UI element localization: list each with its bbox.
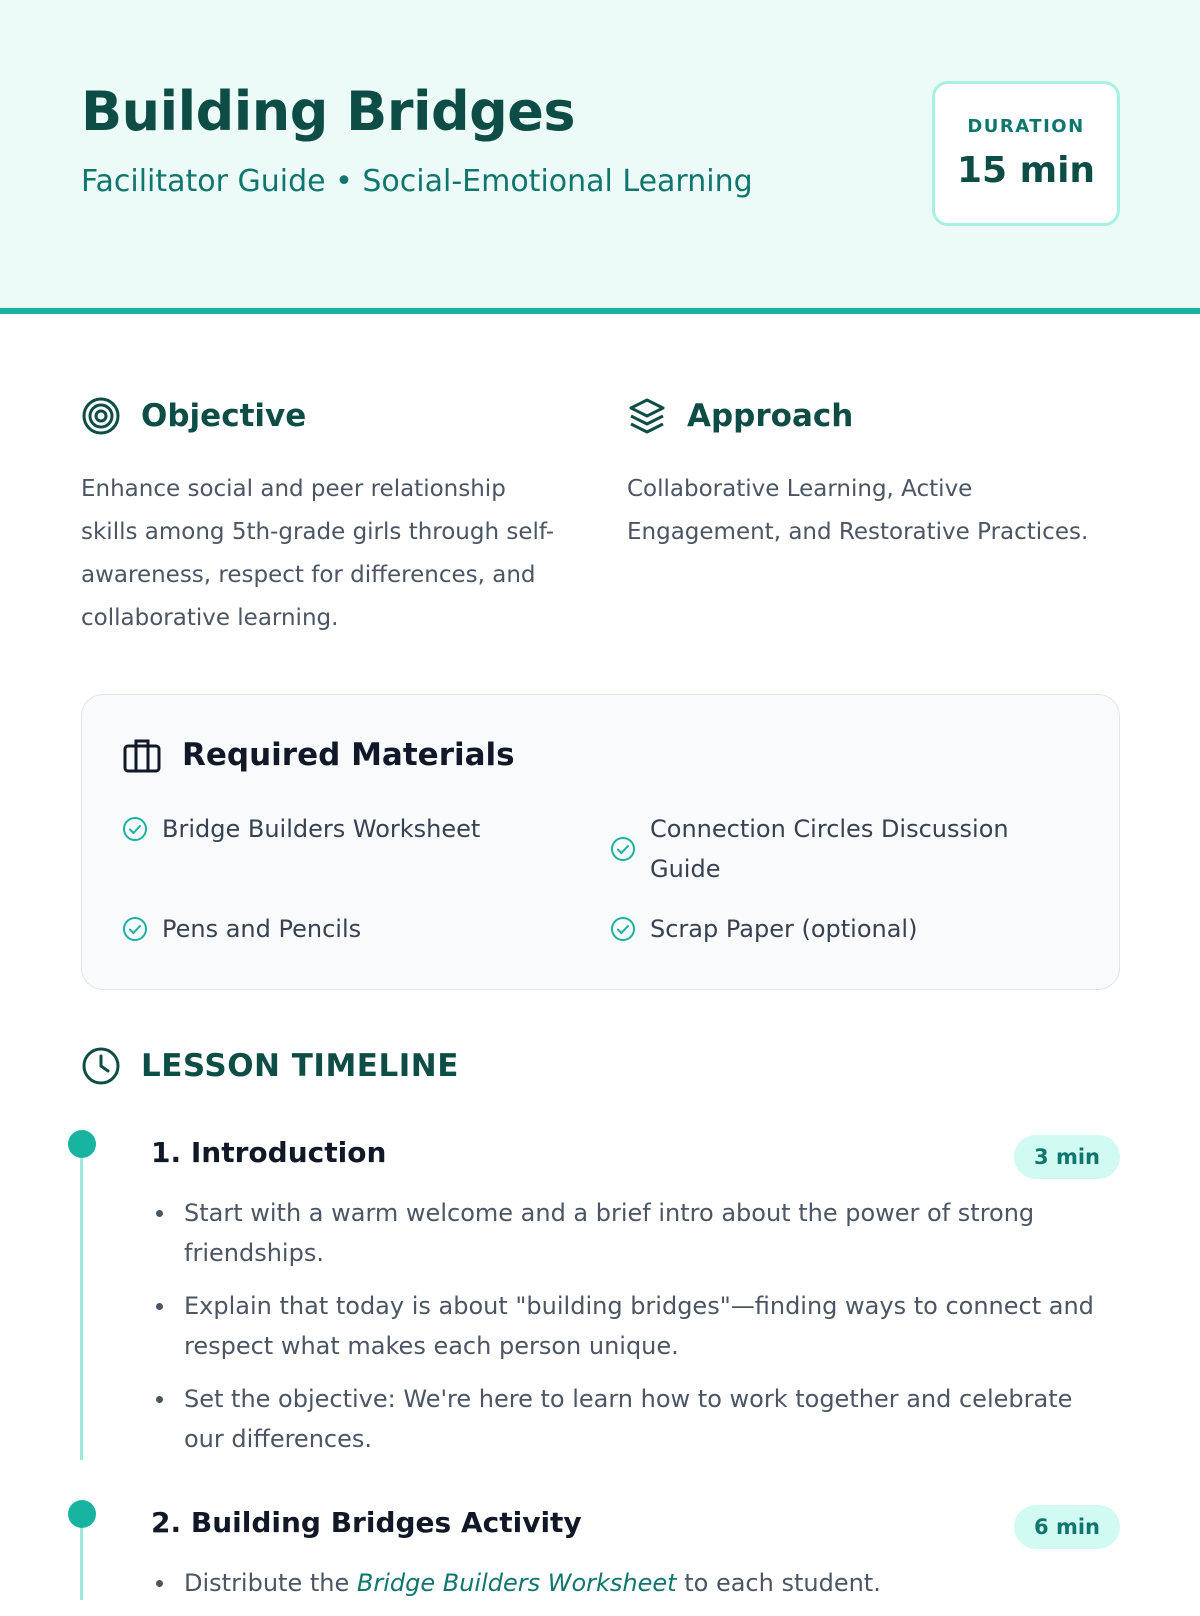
material-item [610, 909, 1050, 949]
duration-label: DURATION [967, 116, 1085, 137]
approach-text: Collaborative Learning, Active Engagement, and Restorative Practices. [627, 476, 1089, 545]
check-circle-icon [610, 916, 636, 942]
objective-heading [81, 396, 306, 436]
step-duration-badge: 6 min [1014, 1505, 1120, 1549]
bullet-text: to each student. [676, 1569, 881, 1597]
timeline-heading [81, 1046, 459, 1086]
step-bullet-list [154, 1193, 1114, 1472]
approach-heading [627, 396, 853, 436]
check-circle-icon [122, 916, 148, 942]
material-item [122, 809, 562, 849]
list-item: Start with a warm welcome and a brief intro about the power of strong friendships. [154, 1193, 1114, 1273]
timeline-line [80, 1144, 83, 1460]
layers-icon [627, 396, 667, 436]
step-bullet-list [154, 1563, 1114, 1616]
material-label: Pens and Pencils [162, 915, 362, 943]
duration-value: 15 min [956, 150, 1096, 191]
list-item [154, 1563, 1114, 1603]
list-item: Set the objective: We're here to learn how to work together and celebrate our differences. [154, 1379, 1114, 1459]
page-subtitle: Facilitator Guide • Social-Emotional Learning [81, 164, 753, 199]
step-duration-badge: 3 min [1014, 1135, 1120, 1179]
materials-card [81, 694, 1120, 990]
step-title: 1. Introduction [151, 1136, 387, 1169]
list-item: Explain that today is about "building bridges"—finding ways to connect and respect what makes each person unique. [154, 1286, 1114, 1366]
material-label: Bridge Builders Worksheet [162, 815, 481, 843]
check-circle-icon [610, 836, 636, 862]
materials-title: Required Materials [182, 737, 515, 773]
clock-icon [81, 1046, 121, 1086]
timeline-dot [68, 1500, 96, 1528]
material-label: Connection Circles Discussion Guide [650, 815, 1009, 883]
objective-title: Objective [141, 398, 307, 434]
bullet-text: Distribute the [184, 1569, 357, 1597]
materials-heading [122, 735, 515, 775]
approach-title: Approach [687, 398, 854, 434]
check-circle-icon [122, 816, 148, 842]
timeline-title: LESSON TIMELINE [141, 1048, 459, 1084]
briefcase-icon [122, 735, 162, 775]
header-banner [0, 0, 1200, 314]
timeline-dot [68, 1130, 96, 1158]
material-label: Scrap Paper (optional) [650, 915, 918, 943]
step-title: 2. Building Bridges Activity [151, 1506, 582, 1539]
objective-text: Enhance social and peer relationship skills among 5th-grade girls through self-awareness, respect for differences, and collaborative learning. [81, 476, 555, 631]
material-item [122, 909, 562, 949]
page-title: Building Bridges [81, 80, 576, 143]
target-icon [81, 396, 121, 436]
duration-card [932, 81, 1120, 226]
worksheet-reference: Bridge Builders Worksheet [356, 1569, 677, 1597]
material-item [610, 809, 1050, 889]
